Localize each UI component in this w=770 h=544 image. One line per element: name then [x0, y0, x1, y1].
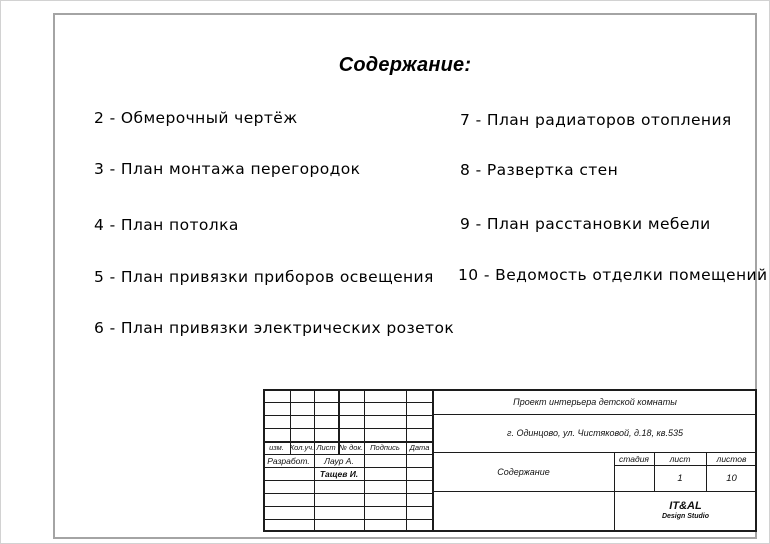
stamp-project-address: г. Одинцово, ул. Чистяковой, д.18, кв.535 — [507, 428, 683, 438]
stamp-stage-value — [614, 465, 654, 491]
toc-item-2: 2 - Обмерочный чертёж — [94, 109, 298, 127]
stamp-col-podpis: Подпись — [370, 443, 400, 452]
toc-item-3: 3 - План монтажа перегородок — [94, 160, 361, 178]
grid-line — [263, 415, 433, 416]
stamp-project-title: Проект интерьера детской комнаты — [513, 396, 677, 407]
toc-item-9: 9 - План расстановки мебели — [460, 215, 711, 233]
grid-line — [263, 506, 433, 507]
stamp-col-list: Лист — [316, 443, 336, 452]
stamp-col-data: Дата — [409, 443, 430, 452]
stamp-sheets-label: листов — [716, 453, 747, 464]
grid-line — [263, 428, 433, 429]
toc-item-8: 8 - Развертка стен — [460, 161, 619, 179]
stamp-person-second: Тащев И. — [319, 468, 359, 479]
studio-name: IT&AL — [669, 500, 702, 512]
grid-line — [263, 402, 433, 403]
toc-item-4: 4 - План потолка — [94, 216, 239, 234]
studio-tagline: Design Studio — [661, 513, 710, 520]
stamp-role-razrabot: Разработ. — [267, 455, 310, 466]
stamp-sheet-label: лист — [669, 453, 691, 464]
grid-line — [406, 389, 407, 532]
stamp-sheet-value: 1 — [677, 472, 683, 484]
studio-logo — [614, 491, 757, 530]
stamp-col-izm: изм. — [269, 443, 284, 452]
page-title: Содержание: — [338, 54, 472, 76]
grid-line — [263, 480, 433, 481]
stamp-col-nodoc: № док. — [338, 443, 364, 452]
grid-line — [263, 493, 433, 494]
grid-line — [263, 530, 757, 532]
stamp-person-developer: Лаур А. — [324, 455, 354, 466]
stamp-doc-name: Содержание — [497, 466, 550, 477]
title-block — [263, 389, 757, 532]
toc-item-5: 5 - План привязки приборов освещения — [94, 268, 434, 286]
stamp-col-koluch: Кол.уч. — [289, 443, 315, 452]
toc-item-7: 7 - План радиаторов отопления — [460, 111, 732, 129]
toc-item-6: 6 - План привязки электрических розеток — [94, 319, 455, 337]
grid-line — [263, 519, 433, 520]
toc-item-10: 10 - Ведомость отделки помещений — [458, 266, 768, 284]
grid-line — [364, 389, 365, 532]
stamp-sheets-value: 10 — [726, 472, 737, 484]
stamp-stage-label: стадия — [619, 453, 649, 464]
